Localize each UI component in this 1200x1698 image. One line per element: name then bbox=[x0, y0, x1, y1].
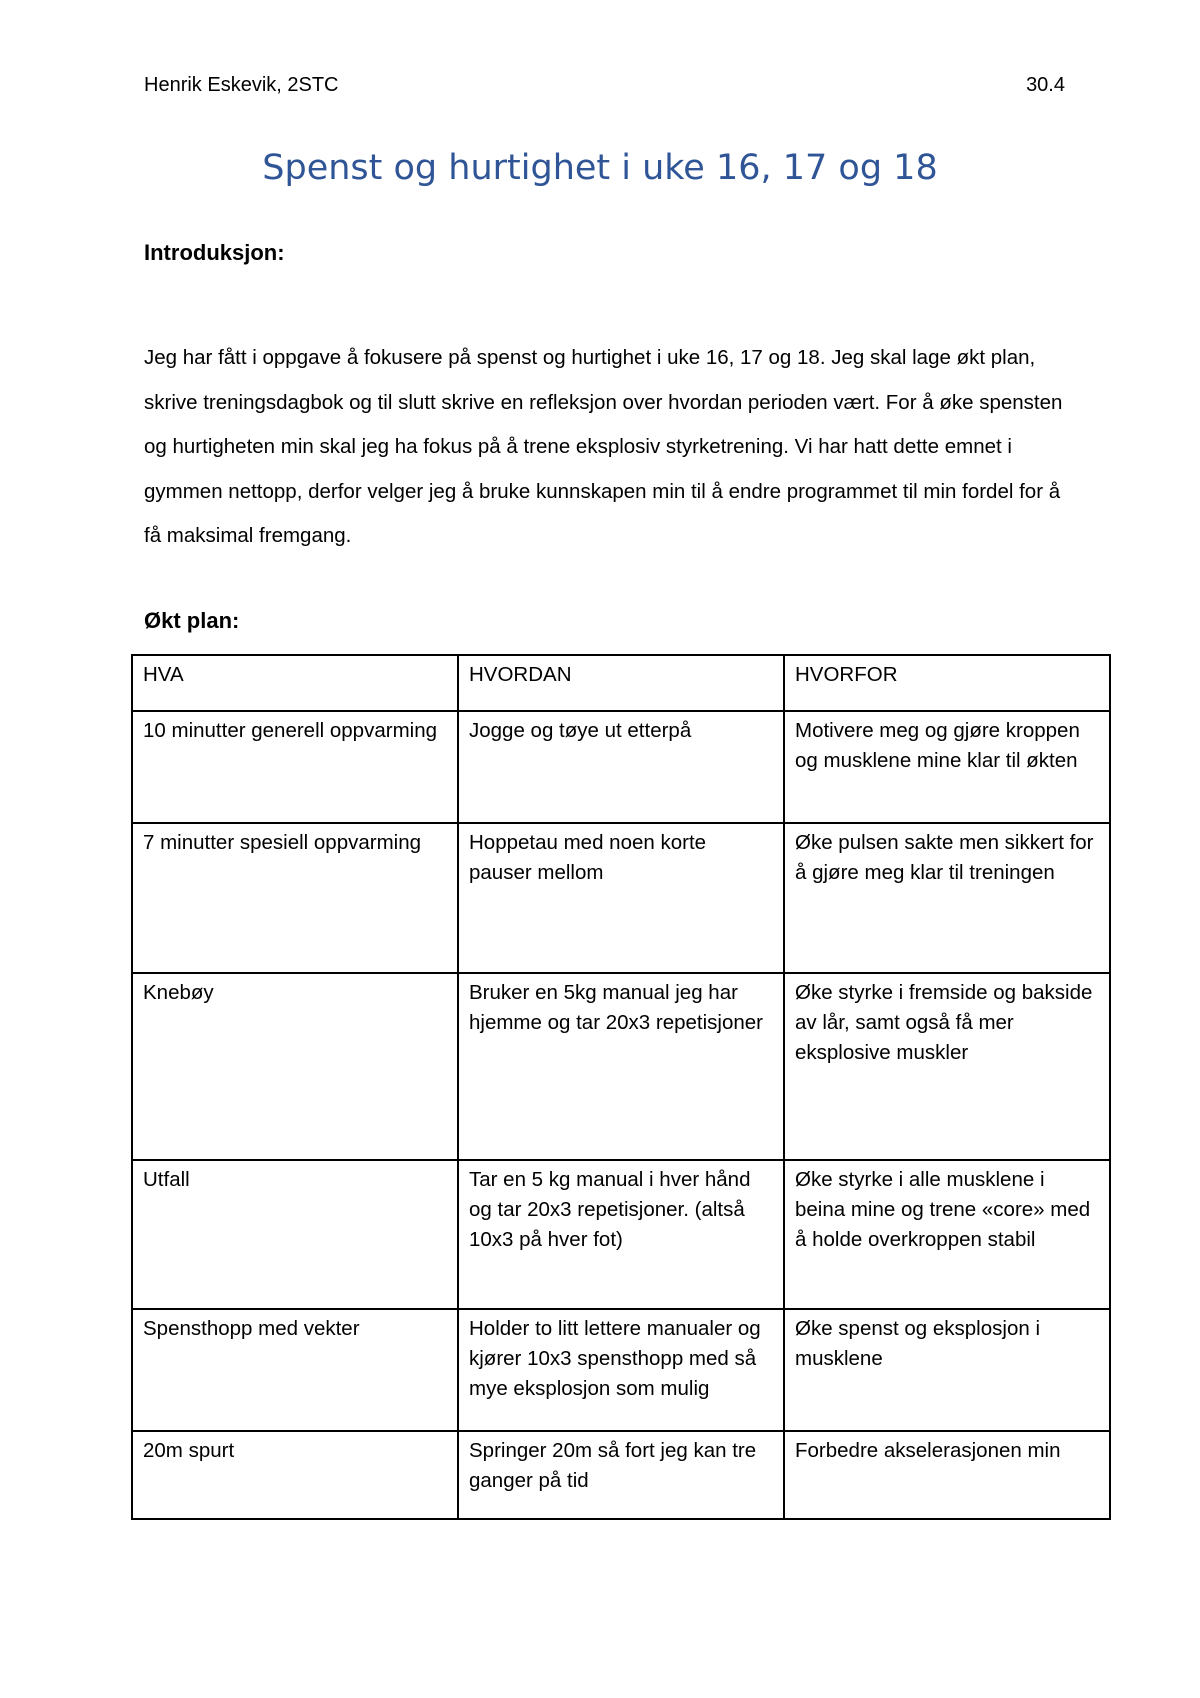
cell-hvorfor: Øke pulsen sakte men sikkert for å gjøre meg klar til treningen bbox=[784, 823, 1110, 973]
cell-hvorfor: Øke spenst og eksplosjon i musklene bbox=[784, 1309, 1110, 1431]
cell-hva: 10 minutter generell oppvarming bbox=[132, 711, 458, 823]
cell-hvorfor: Forbedre akselerasjonen min bbox=[784, 1431, 1110, 1519]
cell-hva: 7 minutter spesiell oppvarming bbox=[132, 823, 458, 973]
workout-plan-table bbox=[131, 654, 1111, 1520]
column-header-hva: HVA bbox=[132, 655, 458, 711]
cell-hvordan: Hoppetau med noen korte pauser mellom bbox=[458, 823, 784, 973]
cell-hva: Spensthopp med vekter bbox=[132, 1309, 458, 1431]
table-row bbox=[132, 1309, 1110, 1431]
author-header: Henrik Eskevik, 2STC bbox=[144, 74, 339, 96]
table-row bbox=[132, 973, 1110, 1160]
cell-hvorfor: Motivere meg og gjøre kroppen og musklene mine klar til økten bbox=[784, 711, 1110, 823]
date-header: 30.4 bbox=[1026, 74, 1065, 96]
column-header-hvorfor: HVORFOR bbox=[784, 655, 1110, 711]
cell-hvordan: Tar en 5 kg manual i hver hånd og tar 20x3 repetisjoner. (altså 10x3 på hver fot) bbox=[458, 1160, 784, 1309]
cell-hvordan: Jogge og tøye ut etterpå bbox=[458, 711, 784, 823]
column-header-hvordan: HVORDAN bbox=[458, 655, 784, 711]
cell-hva: Knebøy bbox=[132, 973, 458, 1160]
intro-heading: Introduksjon: bbox=[144, 240, 285, 265]
table-row bbox=[132, 823, 1110, 973]
cell-hva: Utfall bbox=[132, 1160, 458, 1309]
cell-hvordan: Bruker en 5kg manual jeg har hjemme og tar 20x3 repetisjoner bbox=[458, 973, 784, 1160]
cell-hva: 20m spurt bbox=[132, 1431, 458, 1519]
cell-hvorfor: Øke styrke i alle musklene i beina mine og trene «core» med å holde overkroppen stabil bbox=[784, 1160, 1110, 1309]
table-row bbox=[132, 1160, 1110, 1309]
table-row bbox=[132, 1431, 1110, 1519]
document-title: Spenst og hurtighet i uke 16, 17 og 18 bbox=[262, 148, 938, 188]
intro-paragraph: Jeg har fått i oppgave å fokusere på spenst og hurtighet i uke 16, 17 og 18. Jeg skal lage økt plan, skrive treningsdagbok og til slutt skrive en refleksjon over hvordan perioden vært. For å øke spensten og hurtigheten min skal jeg ha fokus på å trene eksplosiv styrketrening. Vi har hatt dette emnet i gymmen nettopp, derfor velger jeg å bruke kunnskapen min til å endre programmet til min fordel for å få maksimal fremgang. bbox=[144, 346, 1063, 547]
table-header-row bbox=[132, 655, 1110, 711]
cell-hvorfor: Øke styrke i fremside og bakside av lår, samt også få mer eksplosive muskler bbox=[784, 973, 1110, 1160]
table-row bbox=[132, 711, 1110, 823]
plan-heading: Økt plan: bbox=[144, 608, 240, 633]
cell-hvordan: Springer 20m så fort jeg kan tre ganger på tid bbox=[458, 1431, 784, 1519]
cell-hvordan: Holder to litt lettere manualer og kjører 10x3 spensthopp med så mye eksplosjon som mulig bbox=[458, 1309, 784, 1431]
